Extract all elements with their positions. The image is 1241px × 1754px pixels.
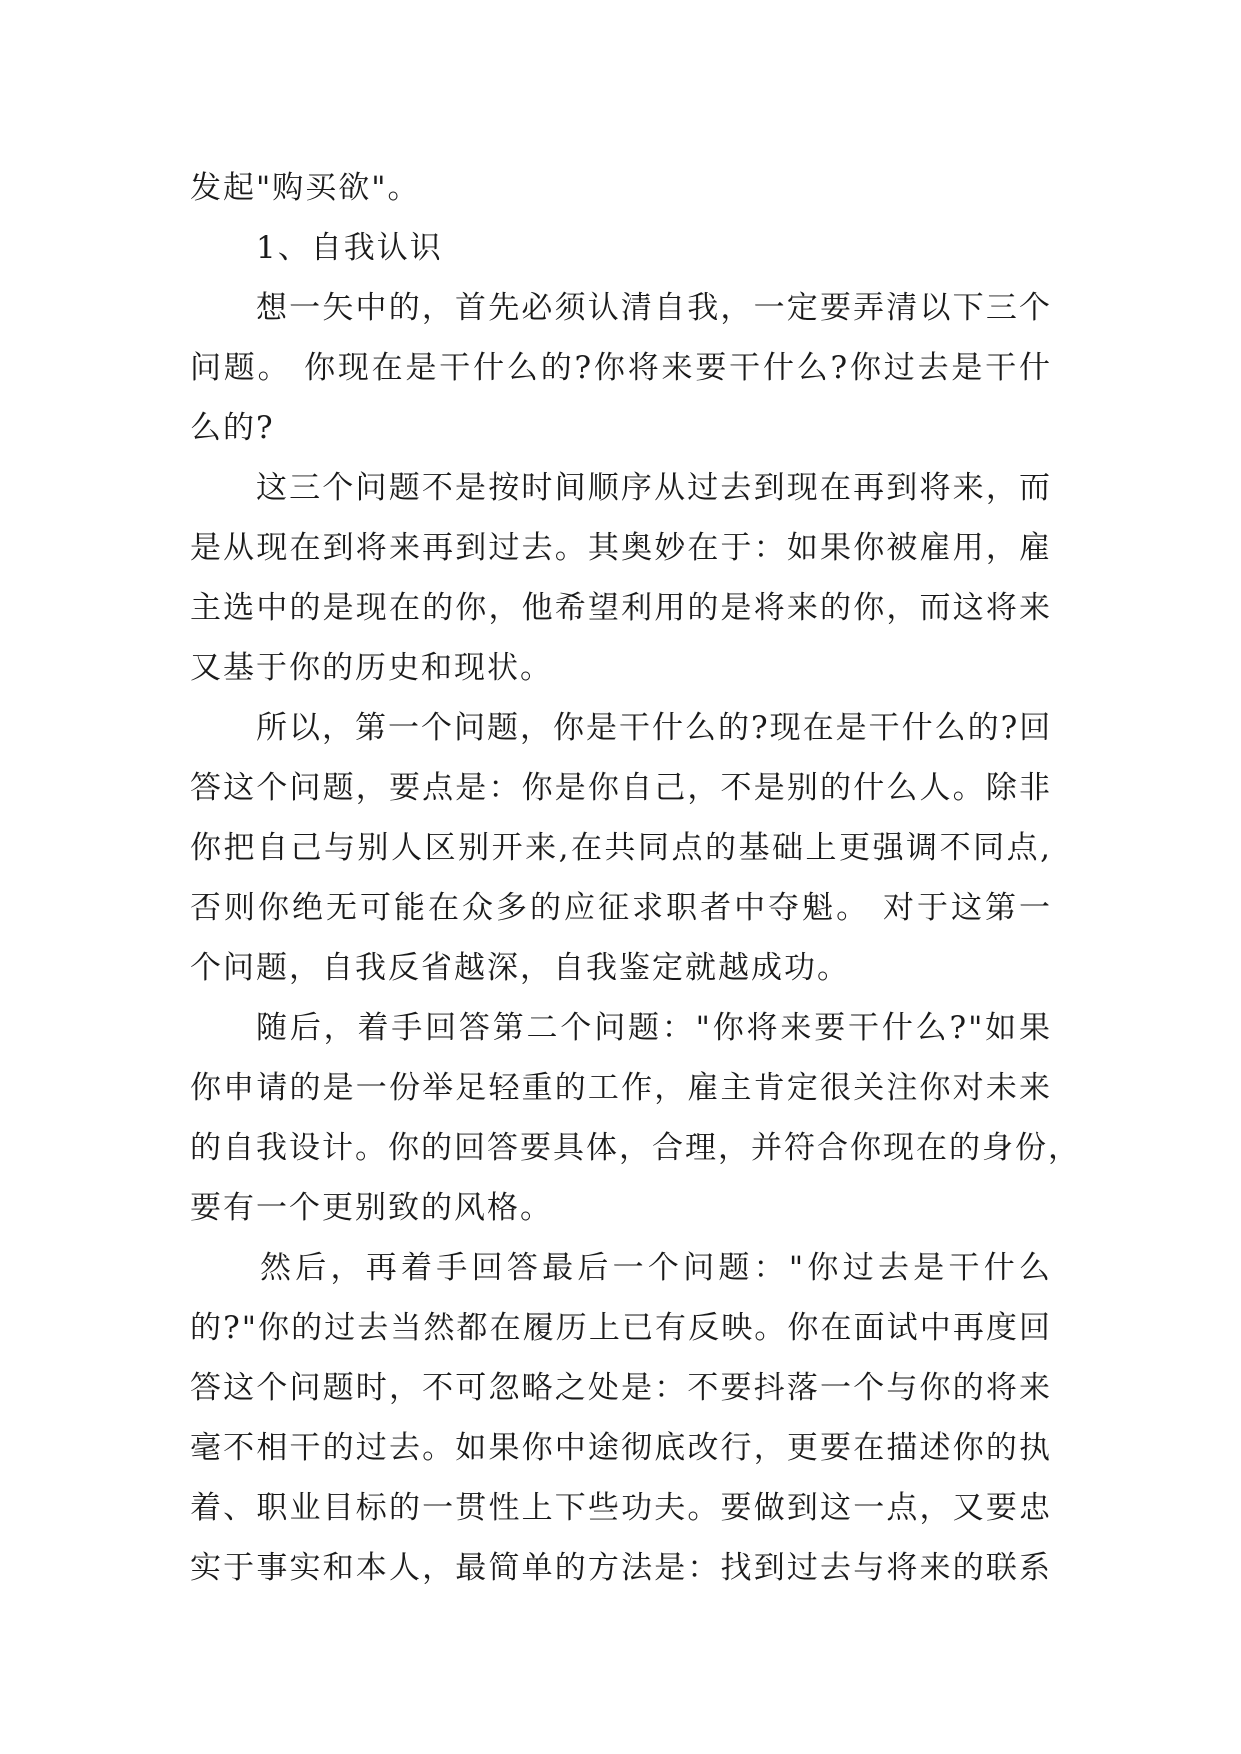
text-line: 你申请的是一份举足轻重的工作，雇主肯定很关注你对未来 <box>190 1070 1052 1106</box>
document-body <box>190 158 1081 1598</box>
text-line: 答这个问题，要点是：你是你自己，不是别的什么人。除非 <box>190 770 1052 806</box>
text-line: 要有一个更别致的风格。 <box>190 1190 553 1226</box>
text-line: 随后，着手回答第二个问题："你将来要干什么?"如果 <box>256 1010 1052 1046</box>
text-line: 实于事实和本人，最简单的方法是：找到过去与将来的联系 <box>190 1550 1052 1586</box>
text-line: 问题。 你现在是干什么的?你将来要干什么?你过去是干什 <box>190 350 1052 386</box>
text-line: 这三个问题不是按时间顺序从过去到现在再到将来，而 <box>256 470 1052 506</box>
text-line: 想一矢中的，首先必须认清自我，一定要弄清以下三个 <box>256 290 1052 326</box>
text-line: 是从现在到将来再到过去。其奥妙在于：如果你被雇用，雇 <box>190 530 1052 566</box>
text-line: 么的? <box>190 410 275 446</box>
text-line: 你把自己与别人区别开来,在共同点的基础上更强调不同点, <box>190 830 1052 866</box>
text-line: 又基于你的历史和现状。 <box>190 650 553 686</box>
text-line: 发起"购买欲"。 <box>190 170 421 206</box>
text-line: 主选中的是现在的你，他希望利用的是将来的你，而这将来 <box>190 590 1052 626</box>
text-line: 所以，第一个问题，你是干什么的?现在是干什么的?回 <box>256 710 1053 746</box>
text-line: 个问题，自我反省越深，自我鉴定就越成功。 <box>190 950 850 986</box>
text-line: 的?"你的过去当然都在履历上已有反映。你在面试中再度回 <box>190 1310 1052 1346</box>
text-line: 否则你绝无可能在众多的应征求职者中夺魁。 对于这第一 <box>190 890 1052 926</box>
text-line: 的自我设计。你的回答要具体，合理，并符合你现在的身份， <box>190 1130 1081 1166</box>
text-line: 答这个问题时，不可忽略之处是：不要抖落一个与你的将来 <box>190 1370 1052 1406</box>
section-heading: 1、自我认识 <box>256 230 443 266</box>
text-line: 着、职业目标的一贯性上下些功夫。要做到这一点，又要忠 <box>190 1490 1052 1526</box>
text-line: 毫不相干的过去。如果你中途彻底改行，更要在描述你的执 <box>190 1430 1052 1466</box>
text-line: 然后，再着手回答最后一个问题："你过去是干什么 <box>260 1250 1052 1286</box>
